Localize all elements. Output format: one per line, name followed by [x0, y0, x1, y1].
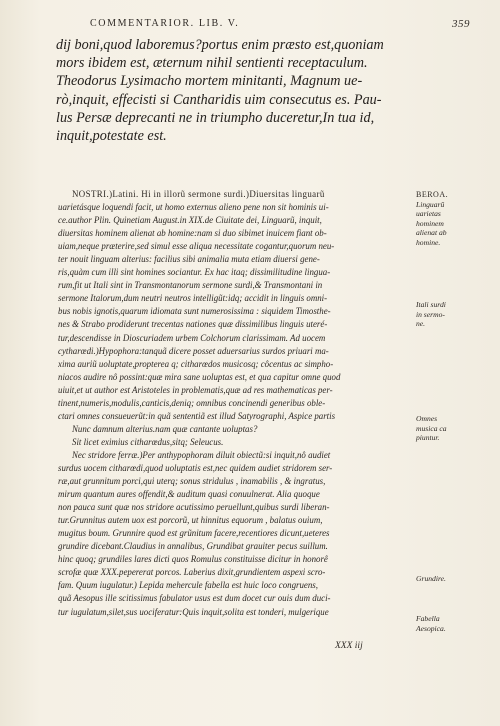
lead-line: inquit,potestate est.: [56, 128, 167, 145]
body-line: ræ,aut grunnitum porci,qui uterq; sonus stridulus , inamabilis , & ingratus,: [58, 476, 326, 487]
margin-note-line: Omnes: [416, 414, 438, 423]
lead-text: [56, 36, 426, 145]
body-line: xima auriũ uoluptate,propterea q; citharœdos musicosq; côcentus ac simpho-: [58, 358, 334, 369]
body-line: tur,descendisse in Dioscuriadem urbem Colchorum clarissimam. Ad uocem: [58, 332, 326, 343]
body-line: rum,fit ut Itali sint in Transmontanorum sermone surdi,& Transmontani in: [58, 280, 323, 291]
body-line: surdus uocem citharœdi,quod uoluptatis est,nec quidem audiet stridorem ser-: [58, 462, 333, 473]
margin-note-line: Linguarũ: [416, 199, 445, 209]
margin-note-line: in sermo-: [416, 309, 445, 319]
lead-line: lus Persæ deprecanti ne in triumpho duceretur,In tua id,: [56, 109, 375, 126]
margin-note-line: Itali surdi: [416, 300, 446, 309]
body-line: niacos audire nô possint:quæ mira sane uoluptas est, et qua capitur omne quod: [58, 371, 341, 382]
commentary-text: [58, 188, 410, 619]
margin-note-line: musica ca: [416, 423, 447, 433]
verse-line: Nunc damnum alterius.nam quæ cantante uoluptas?: [72, 423, 258, 434]
margin-note-line: alienat ab: [416, 228, 447, 238]
margin-note-line: homine.: [416, 237, 441, 247]
margin-note: [416, 414, 486, 443]
lead-line: Theodorus Lysimacho mortem minitanti, Magnum ue-: [56, 73, 363, 90]
body-line: NOSTRI.)Latini. Hi in illorũ sermone surdi.)Diuersitas linguarũ: [72, 189, 325, 199]
body-line: sermone Italorum,dum neutri neutros intelligũt:idq; accidit in linguis omni-: [58, 293, 328, 304]
body-line: ce.author Plin. Quinetiam August.in XIX.de Ciuitate dei, Linguarũ, inquit,: [58, 215, 322, 226]
margin-note: [416, 614, 486, 633]
lead-line: rò,inquit, effecisti si Cantharidis uim consecutus es. Pau-: [56, 91, 382, 108]
body-line: ris,quàm cum illi sint homines sociantur. Ex hac itaq; dissimilitudine lingua-: [58, 267, 331, 278]
margin-note-line: Fabella: [416, 614, 440, 623]
body-line: non pauca sunt quæ nos stridore acutissimo peruellunt,quibus surdi liberan-: [58, 502, 330, 513]
body-line: fam. Quum iugulatur.) Lepida mehercule fabella est huic loco congruens,: [58, 580, 318, 591]
page-number: 359: [452, 18, 470, 30]
body-line: mirum quantum aures offendit,& auditum quasi conuulnerat. Alia quoque: [58, 489, 320, 500]
body-line: ctari omnes consueuerũt:in quã sententiã est illud Satyrographi, Aspice partis: [58, 410, 336, 421]
body-line: uarietásque loquendi facit, ut homo externus alieno pene non sit hominis ui-: [58, 202, 329, 213]
margin-note: [416, 190, 486, 248]
margin-note-line: BEROA.: [416, 190, 449, 199]
body-line: tur.Grunnitus autem uox est porcorũ, ut hinnitus equorum , balatus ouium,: [58, 515, 323, 526]
body-line: diuersitas hominem alienat ab homine:nam si duo sibimet inuicem fiant ob-: [58, 228, 327, 239]
body-line: hinc quoq; grundiles lares dicti quos Romulus constituisse dicitur in honorê: [58, 554, 328, 565]
lead-line: dij boni,quod laboremus?portus enim præsto est,quoniam: [56, 37, 384, 53]
body-line: tinent,numeris,modulis,canticis,deniq; omnibus concinendi generibus oble-: [58, 397, 326, 408]
margin-note-line: uarietas: [416, 209, 441, 219]
body-line: scrofæ quæ XXX.pepererat porcos. Laberius dixit,grundientem aspexi scro-: [58, 567, 326, 578]
margin-note-line: hominem: [416, 218, 444, 228]
body-line: quã Aesopus ille scitissimus fabulator usus est dum docet cur ouis dum duci-: [58, 593, 331, 604]
catchword: XXX iij: [335, 641, 363, 651]
body-line: mugitus boum. Grunnire quod est grũnitum facere,recentiores dicunt,ueteres: [58, 528, 330, 539]
body-line: uiam,neque præterire,sed simul esse aliqua necessitate cogantur,quorum neu-: [58, 241, 335, 252]
margin-note-line: ne.: [416, 319, 426, 329]
margin-note-line: Grundire.: [416, 574, 446, 583]
body-line: uiuit,et ut author est Aristoteles in problematis,quæ ad res mathematicas per-: [58, 384, 333, 395]
margin-note: [416, 300, 486, 329]
margin-note: [416, 574, 486, 584]
body-line: cytharœdi.)Hypophora:tanquã dicere posset aduersarius surdos priuari ma-: [58, 345, 329, 356]
body-line: grundire dicebant.Claudius in annalibus, Grundibat grauiter pecus suillum.: [58, 541, 328, 552]
body-line: ter nouit linguam alterius: facilius sibi animalia muta etiam diuersi gene-: [58, 254, 320, 265]
verse-line: Sit licet eximius citharœdus,sitq; Seleucus.: [72, 436, 224, 447]
margin-note-line: Aesopica.: [416, 623, 446, 633]
body-line: tur iugulatum,silet,sus uociferatur:Quis inquit,solita est tonderi, mulgerique: [58, 606, 329, 617]
lead-line: mors ibidem est, æternum nihil sentienti receptaculum.: [56, 55, 368, 72]
margin-note-line: piuntur.: [416, 433, 440, 443]
running-title: COMMENTARIOR. LIB. V.: [90, 18, 240, 29]
body-line: nes & Strabo prodiderunt trecentas nationes quæ dissimilibus linguis uteré-: [58, 319, 328, 330]
body-line: bus nobis ignotis,quarum idiomata sunt numerosissima : siquidem Timosthe-: [58, 306, 331, 317]
body-line: Nec stridore ferræ.)Per anthypophoram diluit obiectũ:si inquit,nô audiet: [72, 449, 331, 460]
